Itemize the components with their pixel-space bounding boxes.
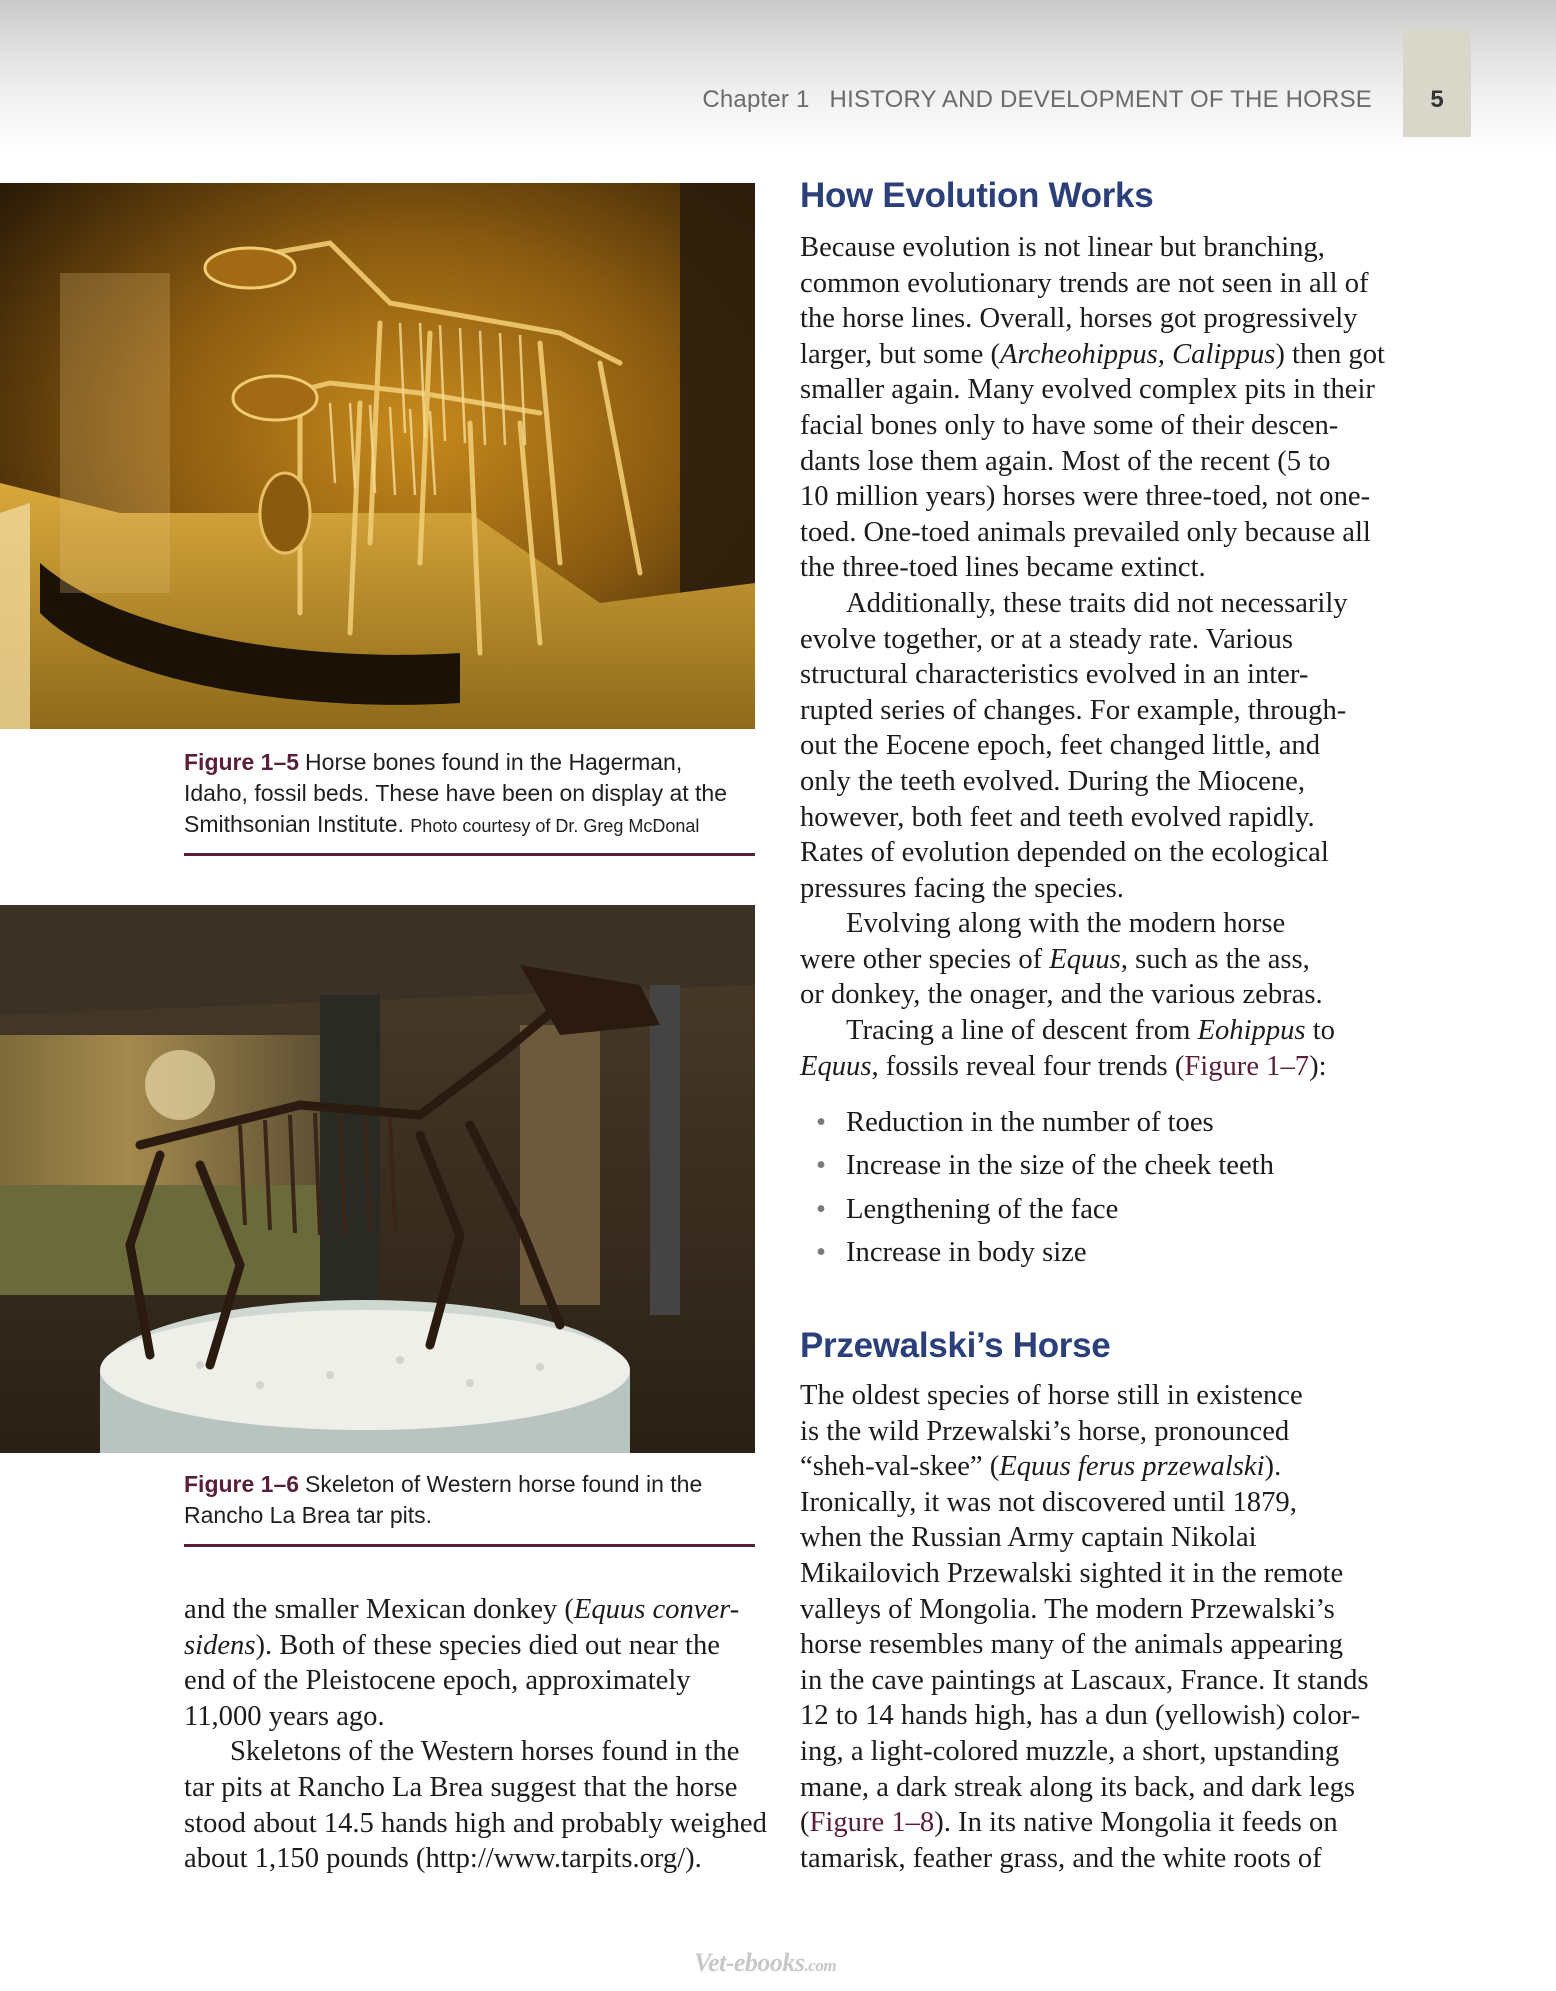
text-line: Mikailovich Przewalski sighted it in the remote (800, 1557, 1344, 1589)
text-line: when the Russian Army captain Nikolai (800, 1522, 1257, 1554)
section-2-text (800, 1378, 1380, 1876)
text-line: sidens). Both of these species died out near the (184, 1629, 720, 1661)
section-1-text (800, 230, 1385, 1084)
list-item-label: Increase in the size of the cheek teeth (846, 1150, 1274, 1182)
figure-1-6-photo (0, 905, 755, 1453)
text-line: evolve together, or at a steady rate. Various (800, 623, 1293, 655)
text-line: toed. One-toed animals prevailed only because all (800, 516, 1371, 548)
text-line: about 1,150 pounds (http://www.tarpits.org/). (184, 1843, 702, 1875)
text-line: end of the Pleistocene epoch, approximately (184, 1665, 691, 1697)
bullet-icon: • (816, 1236, 827, 1268)
text-line: were other species of Equus, such as the ass, (800, 943, 1310, 975)
text-line: pressures facing the species. (800, 872, 1124, 904)
figure-1-6-caption (184, 1469, 755, 1531)
text-line: structural characteristics evolved in an inter- (800, 659, 1309, 691)
figure-1-5-photo (0, 183, 755, 729)
caption-rule (184, 1544, 755, 1547)
list-item (816, 1101, 1376, 1144)
fossil-skeleton-image (0, 183, 755, 729)
page-number-box (1403, 30, 1471, 137)
text-line: ing, a light-colored muzzle, a short, upstanding (800, 1735, 1340, 1767)
text-line: tar pits at Rancho La Brea suggest that the horse (184, 1771, 738, 1803)
text-line: Ironically, it was not discovered until 1879, (800, 1486, 1297, 1518)
text-line: in the cave paintings at Lascaux, France. It stands (800, 1664, 1369, 1696)
section-heading-przewalskis-horse: Przewalski’s Horse (800, 1326, 1111, 1365)
bullet-icon: • (816, 1150, 827, 1182)
tar-pit-skeleton-image (0, 905, 755, 1453)
text-line: facial bones only to have some of their descen- (800, 409, 1339, 441)
text-line: however, both feet and teeth evolved rapidly. (800, 801, 1315, 833)
text-line: the horse lines. Overall, horses got progressively (800, 303, 1358, 335)
text-line: mane, a dark streak along its back, and dark legs (800, 1771, 1355, 1803)
text-line: and the smaller Mexican donkey (Equus conver- (184, 1594, 740, 1625)
text-line: Rates of evolution depended on the ecological (800, 837, 1329, 869)
text-line: dants lose them again. Most of the recent (5 to (800, 445, 1331, 477)
bullet-icon: • (816, 1193, 827, 1225)
text-line: smaller again. Many evolved complex pits in their (800, 374, 1375, 406)
page-number: 5 (1430, 86, 1444, 113)
trends-list (816, 1101, 1376, 1274)
text-line: valleys of Mongolia. The modern Przewalski’s (800, 1593, 1335, 1625)
text-line: Skeletons of the Western horses found in the (230, 1736, 740, 1768)
left-column-text (184, 1592, 767, 1877)
text-line: Additionally, these traits did not necessarily (846, 587, 1348, 619)
caption-line: Rancho La Brea tar pits. (184, 1502, 433, 1528)
list-item-label: Reduction in the number of toes (846, 1107, 1214, 1138)
list-item (816, 1144, 1376, 1187)
text-line: out the Eocene epoch, feet changed little, and (800, 730, 1321, 762)
text-line: common evolutionary trends are not seen in all of (800, 267, 1369, 299)
caption-line: Idaho, fossil beds. These have been on display at the (184, 780, 728, 806)
figure-1-5-caption (184, 747, 755, 842)
text-line: The oldest species of horse still in existence (800, 1380, 1303, 1411)
running-header (702, 86, 1372, 114)
text-line: Evolving along with the modern horse (846, 908, 1286, 940)
figure-label: Figure 1–5 (184, 749, 300, 775)
list-item-label: Lengthening of the face (846, 1193, 1119, 1225)
caption-rule (184, 853, 755, 856)
bullet-icon: • (816, 1107, 827, 1138)
list-item (816, 1231, 1376, 1274)
header-band (0, 0, 1556, 150)
text-line: stood about 14.5 hands high and probably weighed (184, 1807, 767, 1839)
text-line: tamarisk, feather grass, and the white roots of (800, 1842, 1322, 1874)
list-item-label: Increase in body size (846, 1236, 1087, 1268)
text-line: 12 to 14 hands high, has a dun (yellowish) color- (800, 1700, 1361, 1732)
text-line: 10 million years) horses were three-toed, not one- (800, 481, 1371, 513)
watermark (694, 1948, 836, 1978)
text-line: horse resembles many of the animals appearing (800, 1629, 1344, 1661)
text-line: 11,000 years ago. (184, 1700, 385, 1732)
caption-line: Smithsonian Institute. (184, 811, 404, 837)
text-line: the three-toed lines became extinct. (800, 552, 1206, 584)
text-line: Tracing a line of descent from Eohippus to (846, 1015, 1335, 1047)
text-line: or donkey, the onager, and the various zebras. (800, 979, 1323, 1011)
list-item (816, 1188, 1376, 1231)
text-line: Equus, fossils reveal four trends (Figure 1–7): (800, 1050, 1327, 1082)
chapter-label: Chapter 1 (702, 86, 810, 113)
text-line: (Figure 1–8). In its native Mongolia it feeds on (800, 1807, 1338, 1839)
text-line: is the wild Przewalski’s horse, pronounced (800, 1415, 1290, 1447)
chapter-title: HISTORY AND DEVELOPMENT OF THE HORSE (829, 86, 1372, 113)
text-line: Because evolution is not linear but branching, (800, 232, 1325, 263)
text-line: rupted series of changes. For example, through- (800, 694, 1347, 726)
figure-label: Figure 1–6 (184, 1471, 300, 1497)
caption-line: Skeleton of Western horse found in the (305, 1471, 703, 1497)
section-heading-how-evolution-works: How Evolution Works (800, 176, 1154, 215)
watermark-suffix: .com (804, 1956, 837, 1975)
text-line: only the teeth evolved. During the Miocene, (800, 765, 1306, 797)
text-line: “sheh-val-skee” (Equus ferus przewalski). (800, 1451, 1282, 1483)
watermark-text: Vet-ebooks (694, 1948, 805, 1977)
caption-line: Horse bones found in the Hagerman, (305, 749, 683, 775)
photo-credit: Photo courtesy of Dr. Greg McDonal (410, 816, 700, 836)
text-line: larger, but some (Archeohippus, Calippus) then got (800, 338, 1385, 370)
